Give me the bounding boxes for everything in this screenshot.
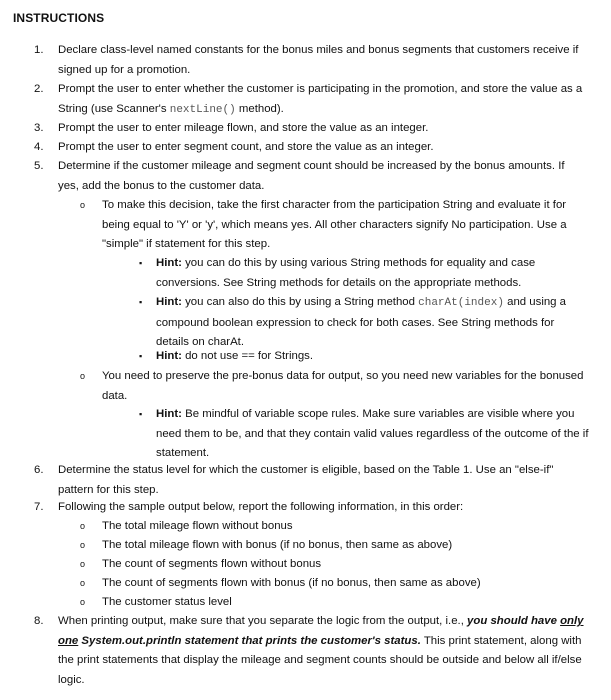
hint-label: Hint: [156,350,182,362]
square-bullet-icon: ▪ [139,258,143,268]
item-number: 7. [34,501,44,513]
square-bullet-icon: ▪ [139,351,143,361]
instruction-7-sub-3 [80,555,590,575]
item-text-end: method). [235,102,284,115]
circle-bullet-icon: o [80,200,86,210]
hint-text: do not use == for Strings. [181,350,314,362]
hint-label: Hint: [156,296,182,308]
item-number: 5. [34,160,44,172]
circle-bullet-icon: o [80,578,86,588]
instruction-1 [34,41,588,80]
emphasis-underlined: only one [58,615,584,647]
page-title: INSTRUCTIONS [13,11,105,25]
instruction-7-sub-2 [80,536,590,556]
instruction-2 [34,80,588,120]
item-text: Prompt the user to enter whether the customer is participating in the promotion, and store the value as a String (use Scanner's [58,83,583,115]
instruction-5 [34,157,588,196]
hint-5-1-b [139,293,590,353]
sub-text: The count of segments flown with bonus (if no bonus, then same as above) [102,577,481,589]
instruction-7-sub-1 [80,517,590,537]
instruction-7-sub-4 [80,574,590,594]
sub-text: You need to preserve the pre-bonus data for output, so you need new variables for the bonused data. [102,370,584,402]
circle-bullet-icon: o [80,521,86,531]
code-nextline: nextLine() [169,103,236,116]
item-text: Prompt the user to enter mileage flown, and store the value as an integer. [58,122,429,134]
item-text: Prompt the user to enter segment count, and store the value as an integer. [58,141,434,153]
hint-text: Be mindful of variable scope rules. Make sure variables are visible where you need them to be, and that they contain valid values regardless of the outcome of the if statement. [156,408,589,460]
instruction-7 [34,498,588,518]
item-text: When printing output, make sure that you separate the logic from the output, i.e., [58,615,468,627]
emphasis-text-end: System.out.println statement that prints the customer's status. [78,634,421,647]
sub-text: The total mileage flown without bonus [102,520,293,532]
hint-text: you can also do this by using a String method [181,296,419,308]
item-number: 2. [34,83,44,95]
sub-text: The count of segments flown without bonus [102,558,322,570]
item-number: 8. [34,615,44,627]
circle-bullet-icon: o [80,540,86,550]
hint-5-1-c [139,347,590,367]
item-text: Following the sample output below, report the following information, in this order: [58,501,464,513]
item-number: 4. [34,141,44,153]
sub-text: The total mileage flown with bonus (if no bonus, then same as above) [102,539,453,551]
sub-text: The customer status level [102,596,232,608]
hint-label: Hint: [156,257,182,269]
hint-text-end: and using a compound boolean expression to check for both cases. See String methods for details on charAt. [156,296,567,349]
instruction-5-sub-1 [80,196,590,255]
circle-bullet-icon: o [80,559,86,569]
code-charat: charAt(index) [418,297,504,309]
item-text: Determine if the customer mileage and segment count should be increased by the bonus amounts. If yes, add the bonus to the customer data. [58,160,565,192]
hint-label: Hint: [156,408,182,420]
item-number: 1. [34,44,44,56]
instruction-3 [34,119,588,139]
instruction-7-sub-5 [80,593,590,613]
instruction-6 [34,461,588,500]
item-text: Declare class-level named constants for the bonus miles and bonus segments that customers receive if signed up for a promotion. [58,44,579,76]
item-number: 3. [34,122,44,134]
item-text: Determine the status level for which the customer is eligible, based on the Table 1. Use an "else-if" pattern for this step. [58,464,554,496]
item-text-end: This print statement, along with the print statements that display the mileage and segment counts should be outside and below all if/else logic. [58,634,582,686]
sub-text: To make this decision, take the first character from the participation String and evaluate it for being equal to 'Y' or 'y', which means yes. All other characters signify No participation. Use a "simple" if statement for this step. [102,199,567,251]
hint-text: you can do this by using various String methods for equality and case conversions. See String methods for details on the appropriate methods. [156,257,536,289]
hint-5-2-a [139,405,590,464]
item-number: 6. [34,464,44,476]
square-bullet-icon: ▪ [139,409,143,419]
instruction-8 [34,612,588,690]
square-bullet-icon: ▪ [139,297,143,307]
instruction-5-sub-2 [80,367,590,406]
emphasis-text: you should have [467,615,561,627]
instruction-4 [34,138,588,158]
hint-5-1-a [139,254,590,293]
circle-bullet-icon: o [80,371,86,381]
circle-bullet-icon: o [80,597,86,607]
